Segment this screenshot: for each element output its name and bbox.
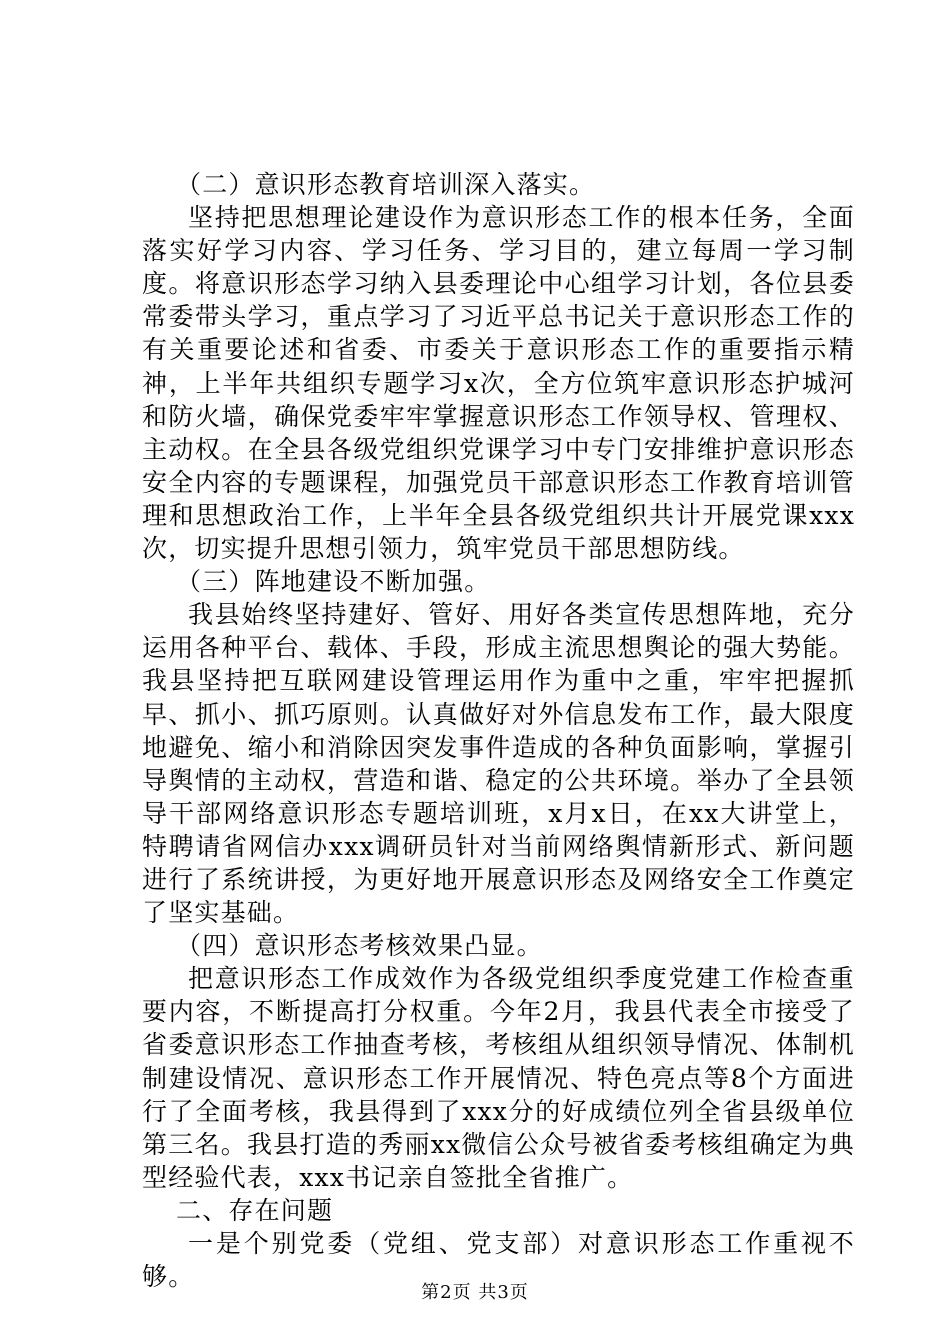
paragraph-position-building: 我县始终坚持建好、管好、用好各类宣传思想阵地，充分运用各种平台、载体、手段，形成主流思想舆论的强大势能。我县坚持把互联网建设管理运用作为重中之重，牢牢把握抓早、抓小、抓巧原则。认真做好对外信息发布工作，最大限度地避免、缩小和消除因突发事件造成的各种负面影响，掌握引导舆情的主动权，营造和谐、稳定的公共环境。举办了全县领导干部网络意识形态专题培训班，x月x日，在xx大讲堂上，特聘请省网信办xxx调研员针对当前网络舆情新形式、新问题进行了系统讲授，为更好地开展意识形态及网络安全工作奠定了坚实基础。 [142, 600, 855, 928]
paragraph-ideology-education: 坚持把思想理论建设作为意识形态工作的根本任务，全面落实好学习内容、学习任务、学习目的，建立每周一学习制度。将意识形态学习纳入县委理论中心组学习计划，各位县委常委带头学习，重点学习了习近平总书记关于意识形态工作的有关重要论述和省委、市委关于意识形态工作的重要指示精神，上半年共组织专题学习x次，全方位筑牢意识形态护城河和防火墙，确保党委牢牢掌握意识形态工作领导权、管理权、主动权。在全县各级党组织党课学习中专门安排维护意识形态安全内容的专题课程，加强党员干部意识形态工作教育培训管理和思想政治工作，上半年全县各级党组织共计开展党课xxx次，切实提升思想引领力，筑牢党员干部思想防线。 [142, 203, 855, 564]
section-heading-4: （四）意识形态考核效果凸显。 [176, 931, 543, 961]
paragraph-problem-one: 一是个别党委（党组、党支部）对意识形态工作重视不够。 [142, 1229, 855, 1292]
section-heading-2: （二）意识形态教育培训深入落实。 [176, 170, 596, 199]
section-heading-3: （三）阵地建设不断加强。 [176, 567, 491, 597]
page-number-footer: 第2页 共3页 [421, 1282, 529, 1303]
section-heading-problems: 二、存在问题 [176, 1195, 334, 1225]
document-body [142, 168, 855, 1293]
paragraph-assessment: 把意识形态工作成效作为各级党组织季度党建工作检查重要内容，不断提高打分权重。今年2月，我县代表全市接受了省委意识形态工作抽查考核，考核组从组织领导情况、体制机制建设情况、意识形态工作开展情况、特色亮点等8个方面进行了全面考核，我县得到了xxx分的好成绩位列全省县级单位第三名。我县打造的秀丽xx微信公众号被省委考核组确定为典型经验代表，xxx书记亲自签批全省推广。 [142, 964, 855, 1192]
